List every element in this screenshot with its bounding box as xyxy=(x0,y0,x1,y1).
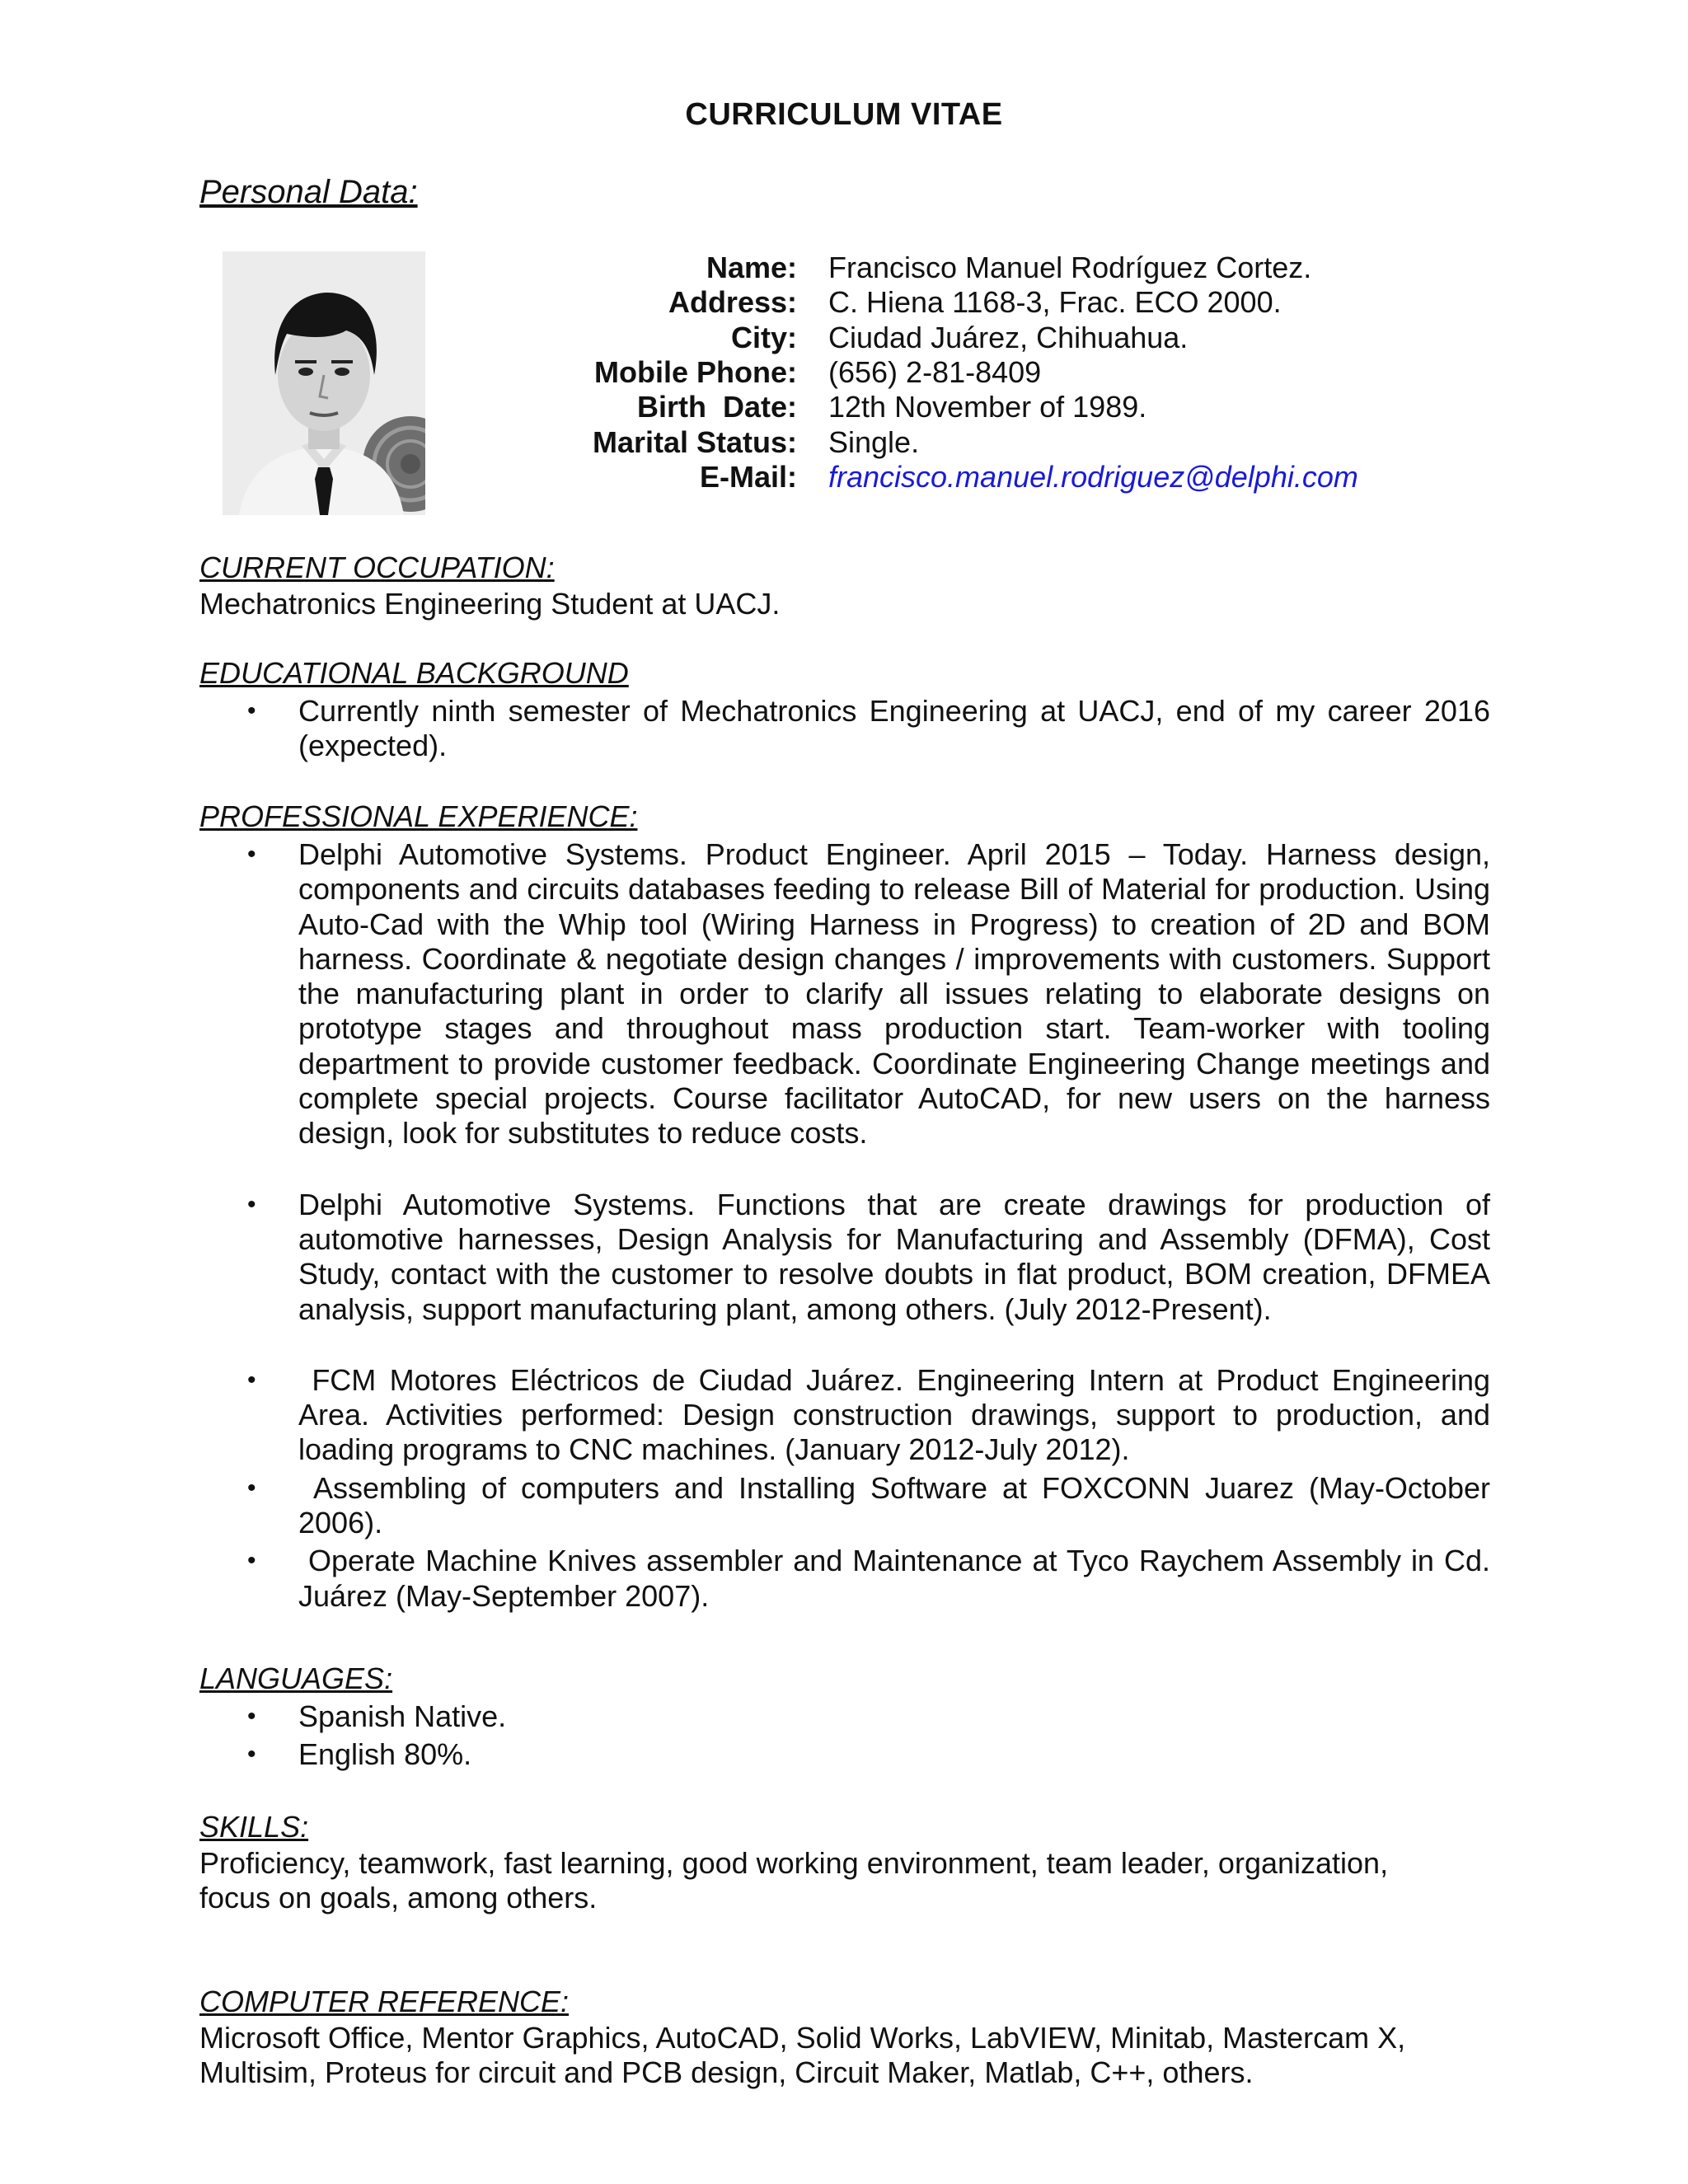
bullet-icon: • xyxy=(247,1741,256,1769)
computer-reference-text: Microsoft Office, Mentor Graphics, AutoCAD, Solid Works, LabVIEW, Minitab, Mastercam X, Multisim, Proteus for circuit and PCB design, Circuit Maker, Matlab, C++, others. xyxy=(199,2021,1406,2090)
marital-status-label: Marital Status: xyxy=(592,424,797,459)
experience-item-text: Assembling of computers and Installing Software at FOXCONN Juarez (May-October 2006). xyxy=(298,1470,1498,1540)
name-label: Name: xyxy=(706,251,797,285)
computer-reference-heading: COMPUTER REFERENCE: xyxy=(199,1985,570,2018)
info-row-birth-date xyxy=(495,390,1484,424)
info-row-marital-status xyxy=(495,424,1484,459)
info-row-mobile-phone xyxy=(495,355,1484,390)
city-label: City: xyxy=(731,320,797,354)
educational-background-heading: EDUCATIONAL BACKGROUND xyxy=(199,656,629,690)
name-value: Francisco Manuel Rodríguez Cortez. xyxy=(828,251,1312,285)
current-occupation-text: Mechatronics Engineering Student at UACJ. xyxy=(199,587,781,621)
languages-list xyxy=(199,1699,1490,1773)
email-link[interactable]: francisco.manuel.rodriguez@delphi.com xyxy=(828,459,1358,494)
experience-item-text: Operate Machine Knives assembler and Maintenance at Tyco Raychem Assembly in Cd. Juárez (May-September 2007). xyxy=(298,1544,1498,1613)
bullet-icon: • xyxy=(247,1190,256,1218)
address-label: Address: xyxy=(668,285,797,320)
language-item xyxy=(199,1699,1490,1734)
info-row-email xyxy=(495,460,1484,494)
bullet-icon: • xyxy=(247,1366,256,1394)
profile-photo xyxy=(223,251,425,515)
professional-experience-heading: PROFESSIONAL EXPERIENCE: xyxy=(199,799,638,833)
personal-data-heading: Personal Data: xyxy=(199,174,418,210)
language-item-text: Spanish Native. xyxy=(298,1699,507,1733)
address-value: C. Hiena 1168-3, Frac. ECO 2000. xyxy=(828,285,1282,320)
bullet-icon: • xyxy=(247,697,256,724)
marital-status-value: Single. xyxy=(828,424,920,459)
bullet-icon: • xyxy=(247,1703,256,1730)
document-title: CURRICULUM VITAE xyxy=(685,97,1003,132)
experience-item-text: Delphi Automotive Systems. Functions that are create drawings for production of automotive harnesses, Design Analysis for Manufacturing and Assembly (DFMA), Cost Study, contact with the customer to resolve doubts in flat product, BOM creation, DFMEA analysis, support manufacturing plant, among others. (July 2012-Present). xyxy=(298,1187,1490,1326)
mobile-phone-label: Mobile Phone: xyxy=(594,355,797,390)
mobile-phone-value: (656) 2-81-8409 xyxy=(828,355,1042,390)
experience-item xyxy=(199,1362,1499,1468)
language-item-text: English 80%. xyxy=(298,1737,472,1772)
experience-item xyxy=(199,837,1490,1151)
email-label: E-Mail: xyxy=(699,459,797,494)
experience-item xyxy=(199,1188,1490,1327)
bullet-icon: • xyxy=(247,1474,256,1502)
skills-text: Proficiency, teamwork, fast learning, good working environment, team leader, organization, focus on goals, among others. xyxy=(199,1846,1389,1915)
experience-item-text: FCM Motores Eléctricos de Ciudad Juárez. Engineering Intern at Product Engineering Area. Activities performed: Design construction drawings, support to production, and loading programs to CNC machines. (January 2012-July 2012). xyxy=(298,1362,1499,1467)
experience-item xyxy=(199,1544,1498,1614)
personal-info-table xyxy=(495,251,1484,494)
language-item xyxy=(199,1737,1490,1772)
bullet-icon: • xyxy=(247,1547,256,1575)
birth-date-value: 12th November of 1989. xyxy=(828,390,1147,424)
current-occupation-heading: CURRENT OCCUPATION: xyxy=(199,551,555,584)
info-row-address xyxy=(495,285,1484,320)
bullet-icon: • xyxy=(247,841,256,868)
experience-list xyxy=(199,837,1499,1614)
education-list xyxy=(199,694,1490,764)
languages-heading: LANGUAGES: xyxy=(199,1661,393,1695)
education-item-text: Currently ninth semester of Mechatronics Engineering at UACJ, end of my career 2016 (expected). xyxy=(298,694,1490,763)
city-value: Ciudad Juárez, Chihuahua. xyxy=(828,320,1189,354)
skills-heading: SKILLS: xyxy=(199,1810,309,1844)
birth-date-label: Birth Date: xyxy=(636,390,797,424)
experience-item xyxy=(199,1470,1498,1541)
info-row-name xyxy=(495,251,1484,285)
education-item xyxy=(199,694,1490,764)
experience-item-text: Delphi Automotive Systems. Product Engineer. April 2015 – Today. Harness design, components and circuits databases feeding to release Bill of Material for production. Using Auto-Cad with the Whip tool (Wiring Harness in Progress) to creation of 2D and BOM harness. Coordinate & negotiate design changes / improvements with customers. Support the manufacturing plant in order to clarify all issues relating to elaborate designs on prototype stages and throughout mass production start. Team-worker with tooling department to provide customer feedback. Coordinate Engineering Change meetings and complete special projects. Course facilitator AutoCAD, for new users on the harness design, look for substitutes to reduce costs. xyxy=(298,837,1490,1151)
info-row-city xyxy=(495,321,1484,355)
